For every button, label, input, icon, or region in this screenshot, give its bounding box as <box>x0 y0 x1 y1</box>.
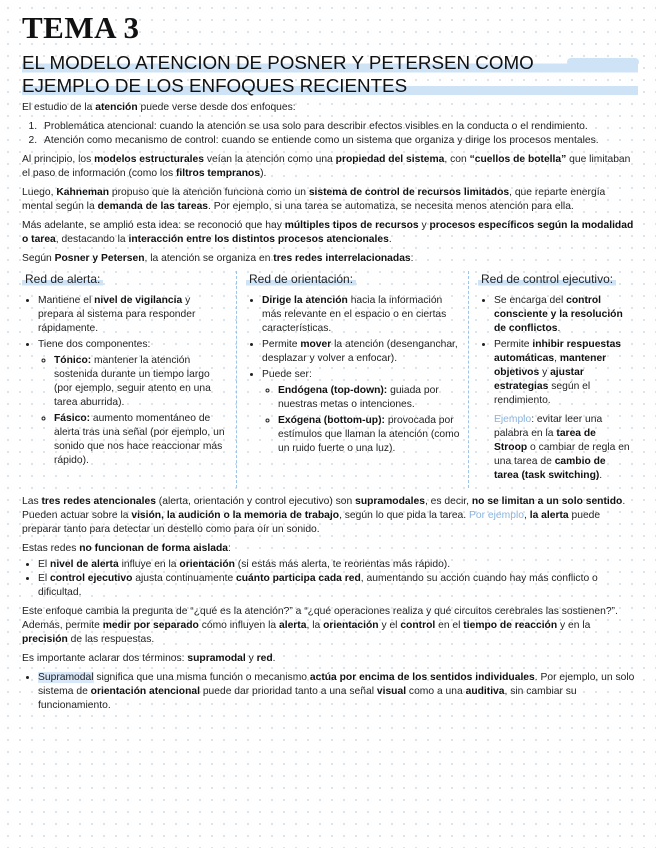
list-item: • Se encarga del control consciente y la resolución de conflictos. <box>494 294 630 336</box>
list-item: • El control ejecutivo ajusta continuamente cuánto participa cada red, aumentando su acción cuando hay más conflicto o dificultad. <box>38 572 638 600</box>
approaches-list <box>22 120 638 148</box>
column-control-ejecutivo <box>468 271 638 488</box>
list-item: ◦ Tónico: mantener la atención sostenida durante un tiempo largo (por ejemplo, seguir atento en una tarea aburrida). <box>54 354 228 410</box>
title-highlight-bar <box>567 58 639 66</box>
paragraph-redes: Estas redes no funcionan de forma aislada: <box>22 543 231 555</box>
title-line-1: EL MODELO ATENCION DE POSNER Y PETERSEN COMO <box>22 52 638 75</box>
column-heading-control: Red de control ejecutivo: <box>478 271 616 287</box>
paragraph-posner: Según Posner y Petersen, la atención se organiza en tres redes interrelacionadas: <box>22 253 414 265</box>
paragraph-kahneman: Luego, Kahneman propuso que la atención funciona como un sistema de control de recursos limitados, que reparte energía mental según la demanda de las tareas. Por ejemplo, si una tarea se automatiza, se necesita menos atención para ella. <box>22 187 606 213</box>
list-item: ◦ Endógena (top-down): guiada por nuestras metas o intenciones. <box>278 384 460 412</box>
list-item: • El nivel de alerta influye en la orientación (si estás más alerta, te reorientas más rápido). <box>38 558 638 572</box>
document-title <box>22 52 638 97</box>
list-item: • Permite inhibir respuestas automáticas, mantener objetivos y ajustar estrategias según el rendimiento. <box>494 338 630 408</box>
column-heading-orientacion: Red de orientación: <box>246 271 356 287</box>
column-heading-alerta: Red de alerta: <box>22 271 103 287</box>
list-item: • Puede ser: ◦ Endógena (top-down): guiada por nuestras metas o intenciones. ◦ Exógena (bottom-up): provocada por estímulos que llaman la atención (como un ruido fuerte o una luz). <box>262 368 460 456</box>
list-item: • Mantiene el nivel de vigilancia y prepara al sistema para responder rápidamente. <box>38 294 228 336</box>
document-page <box>22 12 638 718</box>
paragraph-resources: Más adelante, se amplió esta idea: se reconoció que hay múltiples tipos de recursos y procesos específicos según la modalidad o tarea, destacando la interacción entre los distintos procesos atencionales. <box>22 220 634 246</box>
list-item: ◦ Fásico: aumento momentáneo de alerta tras una señal (por ejemplo, un sonido que nos hace reaccionar más rápido). <box>54 412 228 468</box>
title-line-2: EJEMPLO DE LOS ENFOQUES RECIENTES <box>22 75 638 98</box>
list-item: • Permite mover la atención (desenganchar, desplazar y volver a enfocar). <box>262 338 460 366</box>
column-alerta <box>22 271 236 488</box>
list-item: • Dirige la atención hacia la información más relevante en el espacio o en ciertas características. <box>262 294 460 336</box>
tema-heading: TEMA 3 <box>22 10 140 45</box>
column-orientacion <box>236 271 468 488</box>
paragraph-structural: Al principio, los modelos estructurales veían la atención como una propiedad del sistema, con “cuellos de botella” que limitaban el paso de información (como los filtros tempranos). <box>22 154 631 180</box>
list-item: ◦ Exógena (bottom-up): provocada por estímulos que llaman la atención (como un ruido fuerte o una luz). <box>278 414 460 456</box>
paragraph-supramodal: Las tres redes atencionales (alerta, orientación y control ejecutivo) son supramodales, es decir, no se limitan a un solo sentido. Pueden actuar sobre la visión, la audición o la memoria de trabajo, según lo que pida la tarea. Por ejemplo, la alerta puede preparar tanto para detectar un destello como para oír un sonido. <box>22 496 626 536</box>
paragraph-enfoque: Este enfoque cambia la pregunta de “¿qué es la atención?” a “¿qué operaciones realiza y qué circuitos cerebrales las sostienen?”. Además, permite medir por separado cómo influyen la alerta, la orientación y el control en el tiempo de reacción y en la precisión de las respuestas. <box>22 606 618 646</box>
interaction-list <box>22 558 638 600</box>
list-item: 2. Atención como mecanismo de control: cuando se entiende como un sistema que organiza y dirige los procesos mentales. <box>40 134 638 148</box>
example-stroop: Ejemplo: evitar leer una palabra en la tarea de Stroop o cambiar de regla en una tarea de cambio de tarea (task switching). <box>494 414 630 482</box>
terms-list <box>22 671 638 713</box>
list-item: 1. Problemática atencional: cuando la atención se usa solo para describir efectos visibles en la conducta o el rendimiento. <box>40 120 638 134</box>
list-item: • Supramodal significa que una misma función o mecanismo actúa por encima de los sentidos individuales. Por ejemplo, un solo sistema de orientación atencional puede dar prioridad tanto a una señal visual como a una auditiva, sin cambiar su funcionamiento. <box>38 671 638 713</box>
intro-paragraph: El estudio de la atención puede verse desde dos enfoques: <box>22 102 296 114</box>
networks-columns <box>22 271 638 488</box>
list-item: • Tiene dos componentes: ◦ Tónico: mantener la atención sostenida durante un tiempo largo (por ejemplo, seguir atento en una tarea aburrida). ◦ Fásico: aumento momentáneo de alerta tras una señal (por ejemplo, un sonido que nos hace reaccionar más rápido). <box>38 338 228 468</box>
paragraph-terminos: Es importante aclarar dos términos: supramodal y red. <box>22 653 276 665</box>
